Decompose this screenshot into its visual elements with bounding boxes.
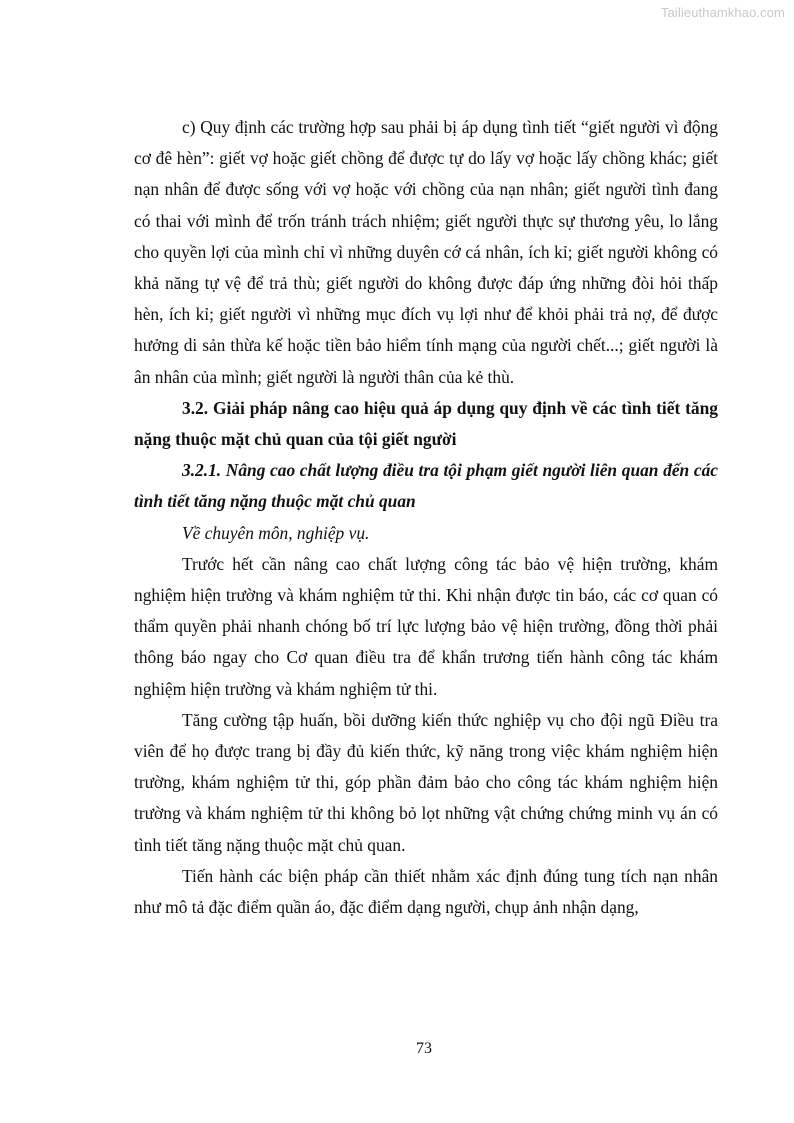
document-body: [134, 112, 718, 923]
subsection-heading-3-2-1: 3.2.1. Nâng cao chất lượng điều tra tội phạm giết người liên quan đến các tình tiết tăng nặng thuộc mặt chủ quan: [134, 460, 718, 512]
paragraph-c-clause: c) Quy định các trường hợp sau phải bị áp dụng tình tiết “giết người vì động cơ đê hèn”: giết vợ hoặc giết chồng để được tự do lấy vợ hoặc lấy chồng khác; giết nạn nhân để được sống với vợ hoặc với chồng của nạn nhân; giết người tình đang có thai với mình để trốn tránh trách nhiệm; giết người thực sự thương yêu, lo lắng cho quyền lợi của mình chỉ vì những duyên cớ cá nhân, ích kỉ; giết người không có khả năng tự vệ để trả thù; giết người do không được đáp ứng những đòi hỏi thấp hèn, ích kỉ; giết người vì những mục đích vụ lợi như để khỏi phải trả nợ, để được hưởng di sản thừa kế hoặc tiền bảo hiểm tính mạng của người chết...; giết người là ân nhân của mình; giết người là người thân của kẻ thù.: [134, 117, 718, 387]
paragraph-tung-tich-nan-nhan: Tiến hành các biện pháp cần thiết nhằm xác định đúng tung tích nạn nhân như mô tả đặc điểm quần áo, đặc điểm dạng người, chụp ảnh nhận dạng,: [134, 865, 718, 918]
watermark-text: Tailieuthamkhao.com: [660, 5, 785, 20]
page-number: 73: [416, 1040, 432, 1057]
paragraph-tap-huan: Tăng cường tập huấn, bồi dưỡng kiến thức nghiệp vụ cho đội ngũ Điều tra viên để họ được trang bị đầy đủ kiến thức, kỹ năng trong việc khám nghiệm hiện trường, khám nghiệm tử thi, góp phần đảm bảo cho công tác khám nghiệm hiện trường và khám nghiệm tử thi không bỏ lọt những vật chứng chứng minh vụ án có tình tiết tăng nặng thuộc mặt chủ quan.: [134, 709, 718, 855]
italic-subheading-chuyen-mon: Về chuyên môn, nghiệp vụ.: [182, 522, 370, 543]
section-heading-3-2: 3.2. Giải pháp nâng cao hiệu quả áp dụng quy định về các tình tiết tăng nặng thuộc mặt chủ quan của tội giết người: [134, 397, 718, 450]
paragraph-bao-ve-hien-truong: Trước hết cần nâng cao chất lượng công tác bảo vệ hiện trường, khám nghiệm hiện trường và khám nghiệm tử thi. Khi nhận được tin báo, các cơ quan có thẩm quyền phải nhanh chóng bố trí lực lượng bảo vệ hiện trường, đồng thời phải thông báo ngay cho Cơ quan điều tra để khẩn trương tiến hành công tác khám nghiệm hiện trường và khám nghiệm tử thi.: [134, 553, 718, 699]
